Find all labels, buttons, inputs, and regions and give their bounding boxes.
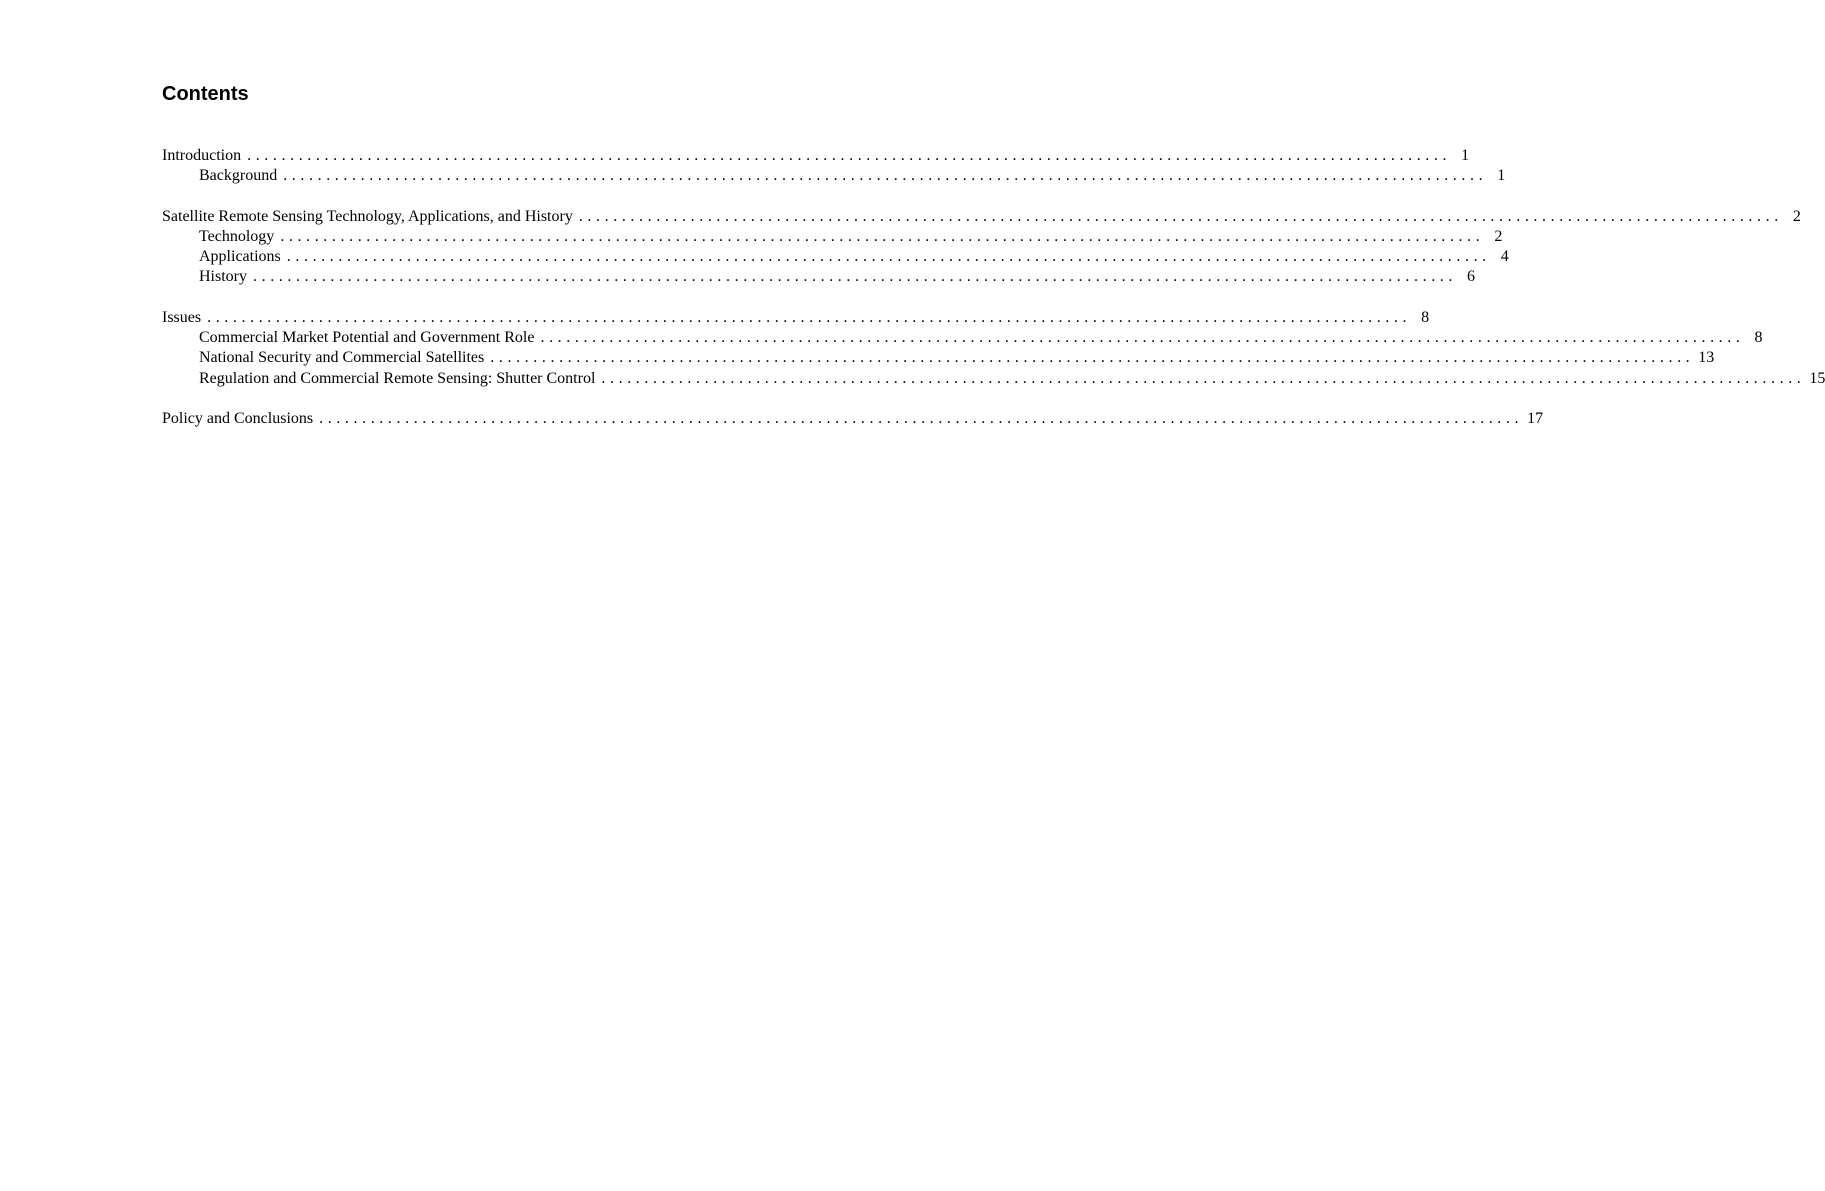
toc-page-number: 4	[1500, 248, 1509, 266]
toc-page-number: 2	[1792, 207, 1801, 225]
toc-entry-title: Issues	[162, 308, 202, 326]
toc-section-group	[162, 207, 1801, 288]
toc-section-group	[162, 308, 1825, 389]
table-of-contents	[162, 146, 1825, 449]
toc-page-number: 1	[1461, 147, 1470, 164]
toc-page-number: 15	[1809, 369, 1825, 387]
toc-entry-issues[interactable]	[162, 308, 1430, 328]
toc-entry-title: Applications	[199, 248, 281, 266]
contents-heading: Contents	[162, 83, 249, 105]
toc-page-number: 6	[1467, 268, 1475, 286]
toc-entry-title: History	[199, 268, 247, 286]
toc-page-number: 8	[1754, 329, 1763, 347]
toc-page-number: 8	[1421, 308, 1430, 326]
toc-entry-title: National Security and Commercial Satellites	[199, 349, 485, 367]
toc-page-number: 13	[1698, 349, 1715, 367]
dot-leader: ............................................................................................................................................	[207, 308, 1412, 326]
dot-leader: ............................................................................................................................................	[247, 147, 1452, 164]
toc-entry-title: Background	[199, 167, 278, 185]
toc-entry-policy-conclusions[interactable]	[162, 409, 1544, 429]
dot-leader: ............................................................................................................................................	[283, 167, 1488, 185]
toc-entry-title: Technology	[199, 227, 275, 245]
toc-page-number: 17	[1527, 409, 1544, 427]
dot-leader: ............................................................................................................................................	[286, 248, 1491, 266]
toc-entry-title: Regulation and Commercial Remote Sensing: Shutter Control	[199, 369, 596, 387]
toc-entry-regulation[interactable]	[162, 369, 1825, 389]
toc-entry-title: Commercial Market Potential and Government Role	[199, 329, 535, 347]
toc-entry-satellite-remote-sensing[interactable]	[162, 207, 1801, 227]
toc-entry-title: Policy and Conclusions	[162, 409, 314, 427]
dot-leader: ............................................................................................................................................	[578, 207, 1783, 225]
toc-entry-title: Satellite Remote Sensing Technology, Applications, and History	[162, 207, 573, 225]
dot-leader: ............................................................................................................................................	[319, 409, 1524, 427]
toc-section-group	[162, 409, 1544, 429]
dot-leader: ............................................................................................................................................	[280, 227, 1485, 245]
toc-entry-introduction[interactable]	[162, 146, 1470, 166]
toc-entry-national-security[interactable]	[162, 348, 1715, 368]
toc-entry-commercial-market[interactable]	[162, 328, 1763, 348]
toc-page-number: 1	[1497, 167, 1506, 185]
toc-section-group	[162, 146, 1506, 187]
toc-entry-technology[interactable]	[162, 227, 1503, 247]
dot-leader: ............................................................................................................................................	[490, 349, 1695, 367]
toc-entry-applications[interactable]	[162, 247, 1509, 267]
toc-entry-background[interactable]	[162, 166, 1506, 186]
dot-leader: ............................................................................................................................................	[540, 329, 1745, 347]
dot-leader: ............................................................................................................................................	[601, 369, 1806, 387]
toc-entry-history[interactable]	[162, 267, 1475, 287]
toc-page-number: 2	[1494, 227, 1503, 245]
toc-entry-title: Introduction	[162, 147, 242, 164]
dot-leader: ............................................................................................................................................	[253, 268, 1457, 286]
